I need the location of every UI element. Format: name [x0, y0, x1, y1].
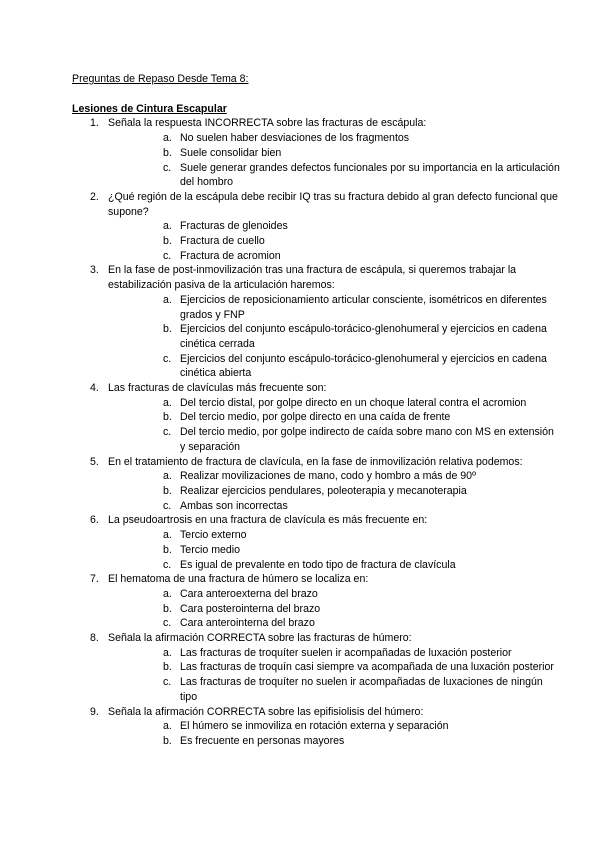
- spacer: [72, 87, 560, 102]
- option-letter: b.: [163, 543, 172, 556]
- question-list: [72, 116, 560, 748]
- option-letter: c.: [163, 249, 172, 262]
- option-letter: b.: [163, 661, 172, 674]
- option-text: Las fracturas de troquíter no suelen ir acompañadas de luxaciones de ningún tipo: [180, 676, 543, 703]
- option-letter: a.: [163, 132, 172, 145]
- option-item: [108, 161, 560, 190]
- option-text: Las fracturas de troquín casi siempre va acompañada de una luxación posterior: [180, 661, 554, 674]
- option-letter: a.: [163, 293, 172, 306]
- option-item: [108, 352, 560, 381]
- question-number: 8.: [90, 632, 99, 645]
- option-letter: b.: [163, 411, 172, 424]
- option-text: Suele consolidar bien: [180, 146, 282, 159]
- option-text: Del tercio distal, por golpe directo en un choque lateral contra el acromion: [180, 396, 527, 409]
- option-item: [108, 469, 560, 484]
- option-list: [108, 646, 560, 705]
- option-letter: c.: [163, 161, 172, 174]
- option-text: Fractura de acromion: [180, 249, 281, 262]
- section-title: Lesiones de Cintura Escapular: [72, 102, 227, 115]
- question-number: 1.: [90, 117, 99, 130]
- option-item: [108, 484, 560, 499]
- option-letter: c.: [163, 352, 172, 365]
- option-letter: a.: [163, 396, 172, 409]
- option-text: Cara posterointerna del brazo: [180, 602, 321, 615]
- question-item: [72, 572, 560, 631]
- option-list: [108, 293, 560, 381]
- option-item: [108, 734, 560, 749]
- question-number: 3.: [90, 264, 99, 277]
- question-text: Señala la respuesta INCORRECTA sobre las fracturas de escápula:: [108, 117, 427, 130]
- option-item: [108, 131, 560, 146]
- option-item: [108, 587, 560, 602]
- question-number: 6.: [90, 514, 99, 527]
- option-item: [108, 558, 560, 573]
- option-item: [108, 293, 560, 322]
- option-letter: a.: [163, 646, 172, 659]
- option-text: Tercio medio: [180, 543, 241, 556]
- option-list: [108, 469, 560, 513]
- question-item: [72, 631, 560, 705]
- option-text: Las fracturas de troquíter suelen ir acompañadas de luxación posterior: [180, 646, 512, 659]
- option-list: [108, 219, 560, 263]
- option-letter: a.: [163, 720, 172, 733]
- option-text: Ejercicios del conjunto escápulo-torácico-glenohumeral y ejercicios en cadena cinética abierta: [180, 352, 547, 380]
- question-item: [72, 116, 560, 190]
- option-letter: c.: [163, 676, 172, 689]
- question-item: [72, 455, 560, 514]
- question-number: 7.: [90, 573, 99, 586]
- option-item: [108, 616, 560, 631]
- option-letter: a.: [163, 220, 172, 233]
- option-text: Es frecuente en personas mayores: [180, 734, 345, 747]
- option-item: [108, 396, 560, 411]
- question-item: [72, 190, 560, 264]
- question-text: La pseudoartrosis en una fractura de clavícula es más frecuente en:: [108, 514, 428, 527]
- option-text: Ejercicios del conjunto escápulo-torácico-glenohumeral y ejercicios en cadena cinética cerrada: [180, 323, 547, 350]
- option-item: [108, 219, 560, 234]
- question-text: En el tratamiento de fractura de clavícula, en la fase de inmovilización relativa podemos:: [108, 455, 523, 468]
- option-list: [108, 131, 560, 190]
- option-text: Cara anteroexterna del brazo: [180, 587, 318, 600]
- question-item: [72, 513, 560, 572]
- option-letter: b.: [163, 484, 172, 497]
- option-list: [108, 587, 560, 631]
- option-letter: a.: [163, 529, 172, 542]
- option-letter: b.: [163, 235, 172, 248]
- option-item: [108, 602, 560, 617]
- question-text: Señala la afirmación CORRECTA sobre las fracturas de húmero:: [108, 632, 412, 645]
- option-text: Realizar movilizaciones de mano, codo y hombro a más de 90º: [180, 470, 476, 483]
- option-letter: c.: [163, 426, 172, 439]
- document-title: Preguntas de Repaso Desde Tema 8:: [72, 73, 249, 85]
- option-letter: b.: [163, 734, 172, 747]
- option-text: El húmero se inmoviliza en rotación externa y separación: [180, 720, 449, 733]
- option-item: [108, 646, 560, 661]
- option-item: [108, 660, 560, 675]
- option-text: Del tercio medio, por golpe indirecto de caída sobre mano con MS en extensión y separación: [180, 426, 554, 453]
- question-text: El hematoma de una fractura de húmero se localiza en:: [108, 573, 369, 586]
- option-text: Es igual de prevalente en todo tipo de fractura de clavícula: [180, 558, 456, 571]
- question-item: [72, 263, 560, 381]
- option-letter: c.: [163, 558, 172, 571]
- question-number: 9.: [90, 705, 99, 718]
- option-letter: a.: [163, 470, 172, 483]
- question-number: 5.: [90, 455, 99, 468]
- option-letter: a.: [163, 587, 172, 600]
- question-number: 4.: [90, 382, 99, 395]
- option-item: [108, 410, 560, 425]
- option-text: Cara anterointerna del brazo: [180, 617, 315, 630]
- option-letter: c.: [163, 617, 172, 630]
- option-text: Realizar ejercicios pendulares, poleoterapia y mecanoterapia: [180, 484, 467, 497]
- option-text: Ejercicios de reposicionamiento articular consciente, isométricos en diferentes grados y FNP: [180, 293, 547, 321]
- option-text: Del tercio medio, por golpe directo en una caída de frente: [180, 411, 451, 424]
- option-item: [108, 528, 560, 543]
- question-number: 2.: [90, 190, 99, 203]
- question-text: Señala la afirmación CORRECTA sobre las epifisiolisis del húmero:: [108, 705, 424, 718]
- question-item: [72, 381, 560, 455]
- question-text: ¿Qué región de la escápula debe recibir IQ tras su fractura debido al gran defecto funcional que supone?: [108, 190, 558, 218]
- option-letter: b.: [163, 146, 172, 159]
- option-item: [108, 234, 560, 249]
- option-letter: c.: [163, 499, 172, 512]
- option-letter: b.: [163, 323, 172, 336]
- option-text: Suele generar grandes defectos funcionales por su importancia en la articulación del hombro: [180, 161, 560, 189]
- option-list: [108, 528, 560, 572]
- option-list: [108, 396, 560, 455]
- option-item: [108, 425, 560, 454]
- option-item: [108, 543, 560, 558]
- question-text: Las fracturas de clavículas más frecuente son:: [108, 382, 327, 395]
- option-text: Tercio externo: [180, 529, 247, 542]
- option-text: No suelen haber desviaciones de los fragmentos: [180, 132, 410, 145]
- question-text: En la fase de post-inmovilización tras una fractura de escápula, si queremos trabajar la estabilización pasiva de la articulación haremos:: [108, 264, 517, 292]
- option-item: [108, 249, 560, 264]
- option-item: [108, 146, 560, 161]
- option-list: [108, 719, 560, 748]
- option-item: [108, 322, 560, 351]
- option-item: [108, 719, 560, 734]
- question-item: [72, 705, 560, 749]
- option-text: Fractura de cuello: [180, 235, 265, 248]
- option-item: [108, 675, 560, 704]
- option-letter: b.: [163, 602, 172, 615]
- option-item: [108, 499, 560, 514]
- option-text: Ambas son incorrectas: [180, 499, 288, 512]
- option-text: Fracturas de glenoides: [180, 220, 288, 233]
